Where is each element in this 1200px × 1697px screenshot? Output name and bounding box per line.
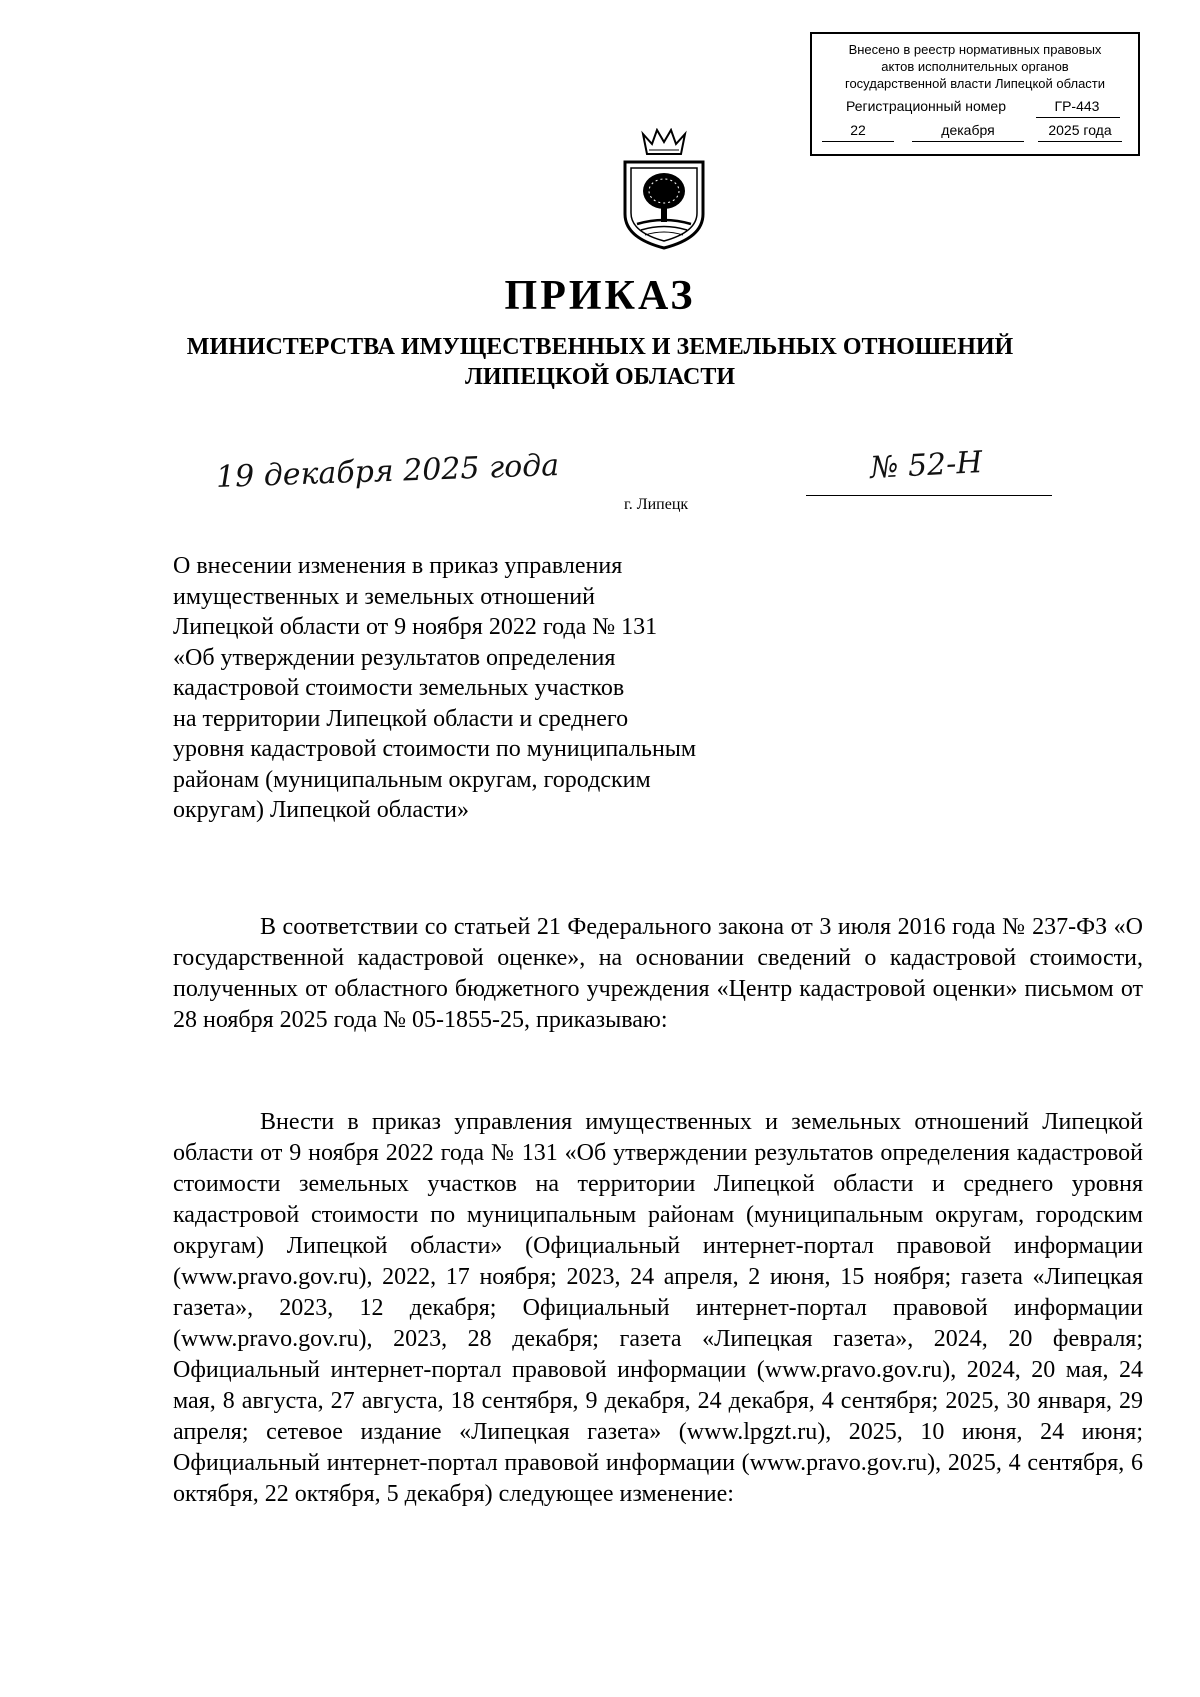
signed-date: 19 декабря 2025 года — [215, 448, 560, 495]
subject-line: «Об утверждении результатов определения — [173, 644, 616, 671]
preamble-paragraph: В соответствии со статьей 21 Федерального закона от 3 июля 2016 года № 237-ФЗ «О государственной кадастровой оценке», на основании сведений о кадастровой стоимости, полученных от областного бюджетного учреждения «Центр кадастровой оценки» письмом от 28 ноября 2025 года № 05-1855-25, приказываю: — [173, 914, 1143, 1033]
subject-line: уровня кадастровой стоимости по муниципальным — [173, 736, 697, 762]
order-number-underline — [806, 494, 1052, 496]
subject-line: округам) Липецкой области» — [173, 797, 469, 823]
stamp-reg-number: ГР-443 — [1054, 98, 1100, 114]
subject-line: на территории Липецкой области и среднего — [173, 705, 629, 732]
subject-line: Липецкой области от 9 ноября 2022 года № 131 — [173, 614, 658, 640]
subject-line: О внесении изменения в приказ управления — [173, 553, 623, 579]
stamp-line-3: государственной власти Липецкой области — [844, 76, 1106, 91]
issuer-line-1: МИНИСТЕРСТВА ИМУЩЕСТВЕННЫХ И ЗЕМЕЛЬНЫХ ОТНОШЕНИЙ — [186, 334, 1014, 360]
stamp-day-underline — [822, 140, 894, 142]
coat-of-arms-icon — [617, 128, 711, 252]
stamp-line-2: актов исполнительных органов — [881, 59, 1069, 74]
operative-paragraph: Внести в приказ управления имущественных и земельных отношений Липецкой области от 9 ноября 2022 года № 131 «Об утверждении результатов определения кадастровой стоимости земельных участков на территории Липецкой области и среднего уровня кадастровой стоимости по муниципальным районам (муниципальным округам, городским округам) Липецкой области» (Официальный интернет-портал правовой информации (www.pravo.gov.ru), 2022, 17 ноября; 2023, 24 апреля, 2 июня, 15 ноября; газета «Липецкая газета», 2023, 12 декабря; Официальный интернет-портал правовой информации (www.pravo.gov.ru), 2023, 28 декабря; газета «Липецкая газета», 2024, 20 февраля; Официальный интернет-портал правовой информации (www.pravo.gov.ru), 2024, 20 мая, 24 мая, 8 августа, 27 августа, 18 сентября, 9 декабря, 24 декабря, 4 сентября; 2025, 30 января, 29 апреля; сетевое издание «Липецкая газета» (www.lpgzt.ru), 2025, 10 июня, 24 июня; Официальный интернет-портал правовой информации (www.pravo.gov.ru), 2025, 4 сентября, 6 октября, 22 октября, 5 декабря) следующее изменение: — [173, 1109, 1143, 1507]
stamp-month: декабря — [941, 122, 995, 138]
order-number: № 52-Н — [869, 445, 984, 486]
stamp-day: 22 — [850, 122, 866, 138]
stamp-month-underline — [912, 140, 1024, 142]
subject-line: кадастровой стоимости земельных участков — [173, 675, 625, 701]
issuer-line-2: ЛИПЕЦКОЙ ОБЛАСТИ — [465, 364, 735, 390]
document-title: ПРИКАЗ — [504, 273, 696, 319]
city-label: г. Липецк — [624, 496, 689, 513]
subject-line: имущественных и земельных отношений — [173, 583, 595, 610]
stamp-year: 2025 года — [1048, 122, 1112, 138]
stamp-reg-label: Регистрационный номер — [846, 98, 1006, 114]
stamp-year-underline — [1038, 140, 1122, 142]
stamp-reg-underline — [1036, 116, 1120, 118]
stamp-line-1: Внесено в реестр нормативных правовых — [848, 42, 1102, 57]
order-subject — [173, 551, 853, 826]
registry-stamp — [810, 32, 1140, 156]
subject-line: районам (муниципальным округам, городским — [173, 766, 651, 793]
